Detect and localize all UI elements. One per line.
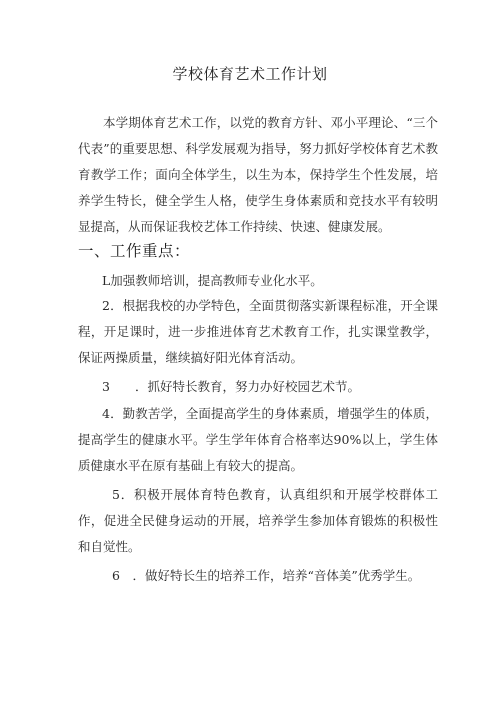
list-item-1: L加强教师培训，提高教师专业化水平。 [102, 273, 323, 288]
list-item-2: 2．根据我校的办学特色，全面贯彻落实新课程标准，开全课程，开足课时，进一步推进体育艺术教育工作，扎实课堂教学，保证两操质量，继续搞好阳光体育活动。 [78, 298, 438, 365]
list-item-3: 3 ．抓好特长教育，努力办好校园艺术节。 [102, 379, 360, 394]
intro-paragraph: 本学期体育艺术工作，以党的教育方针、邓小平理论、“三个代表”的重要思想、科学发展观为指导，努力抓好学校体育艺术教育教学工作；面向全体学生，以生为本，保持学生个性发展，培养学生特长，健全学生人格，使学生身体素质和竞技水平有较明显提高，从而保证我校艺体工作持续、快速、健康发展。 [78, 115, 438, 234]
list-item-5: 5．积极开展体育特色教育，认真组织和开展学校群体工作，促进全民健身运动的开展，培养学生参加体育锻炼的积极性和自觉性。 [78, 487, 438, 554]
list-item-6: 6 ．做好特长生的培养工作，培养“音体美”优秀学生。 [112, 568, 421, 583]
document-title: 学校体育艺术工作计划 [172, 65, 328, 83]
section-heading: 一、工作重点： [78, 242, 191, 260]
list-item-4: 4．勤教苦学，全面提高学生的身体素质，增强学生的体质，提高学生的健康水平。学生学年体育合格率达90%以上，学生体质健康水平在原有基础上有较大的提高。 [78, 406, 438, 473]
